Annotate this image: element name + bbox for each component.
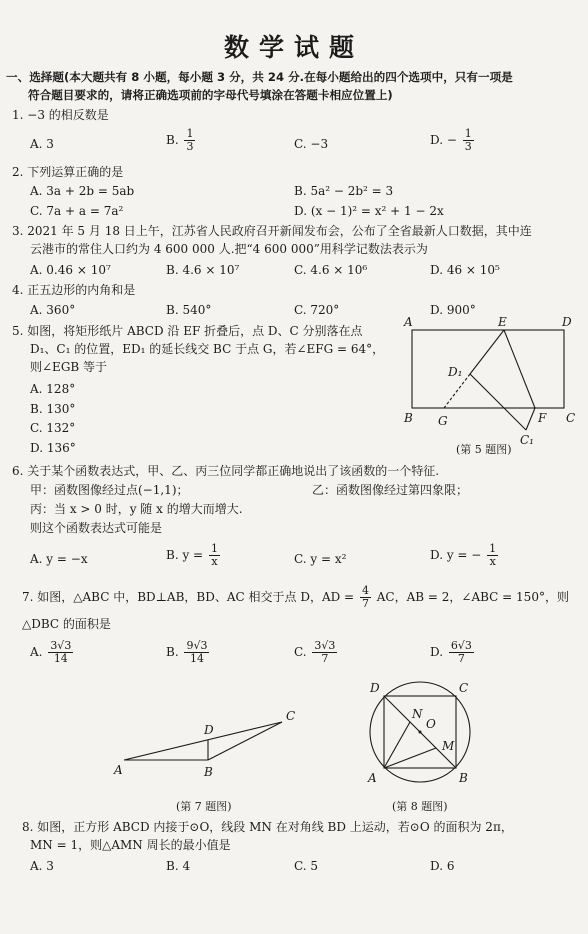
q5-option-c[interactable]: C. 132° bbox=[30, 421, 76, 435]
label-c: C bbox=[286, 709, 296, 723]
q7-stem-line1 bbox=[22, 585, 569, 610]
segment-c1f bbox=[526, 408, 535, 430]
q7-option-c[interactable] bbox=[294, 640, 339, 665]
q6-option-b[interactable] bbox=[166, 543, 222, 568]
segment-ed1 bbox=[470, 330, 504, 374]
segment-am bbox=[384, 748, 436, 768]
q7-stem-line2: △DBC 的面积是 bbox=[22, 617, 111, 631]
label-c: C bbox=[566, 411, 576, 425]
q7-option-a-label: A. bbox=[30, 645, 43, 659]
label-a: A bbox=[114, 763, 123, 777]
q7-option-b-label: B. bbox=[166, 645, 179, 659]
segment-an bbox=[384, 722, 410, 768]
numerator: 3√3 bbox=[50, 639, 72, 652]
q7-stem-part-b: AC，AB = 2，∠ABC = 150°，则 bbox=[376, 590, 569, 604]
q5-figure bbox=[400, 312, 586, 460]
q7-option-a-fraction bbox=[48, 640, 73, 665]
point-o bbox=[419, 731, 422, 734]
q5-option-a[interactable]: A. 128° bbox=[30, 382, 76, 396]
q7-option-b-fraction bbox=[184, 640, 209, 665]
q2-option-a[interactable]: A. 3a + 2b = 5ab bbox=[30, 184, 135, 198]
q7-option-d-fraction bbox=[449, 640, 474, 665]
denominator: 7 bbox=[361, 597, 369, 610]
numerator: 3√3 bbox=[314, 639, 336, 652]
q4-stem: 4. 正五边形的内角和是 bbox=[12, 283, 136, 297]
q8-stem-line1: 8. 如图，正方形 ABCD 内接于⊙O，线段 MN 在对角线 BD 上运动，若⊙O 的面积为 2π， bbox=[22, 820, 513, 834]
q1-option-b-label: B. bbox=[166, 133, 179, 147]
q6-stem-line1: 6. 关于某个函数表达式，甲、乙、丙三位同学都正确地说出了该函数的一个特征. bbox=[12, 464, 440, 478]
q4-option-a[interactable]: A. 360° bbox=[30, 303, 76, 317]
q8-option-a[interactable]: A. 3 bbox=[30, 859, 54, 873]
q4-option-b[interactable]: B. 540° bbox=[166, 303, 212, 317]
numerator: 4 bbox=[361, 584, 369, 597]
q1-option-d-fraction bbox=[463, 128, 474, 153]
q4-option-d[interactable]: D. 900° bbox=[430, 303, 476, 317]
section-header bbox=[6, 68, 580, 104]
q7-figure bbox=[110, 704, 310, 784]
q8-option-b[interactable]: B. 4 bbox=[166, 859, 191, 873]
q6-option-d-fraction bbox=[487, 543, 498, 568]
q3-stem-line2: 云港市的常住人口约为 4 600 000 人.把“4 600 000”用科学记数法表示为 bbox=[30, 242, 428, 256]
numerator: 1 bbox=[210, 542, 218, 555]
q7-stem-part-a: 7. 如图，△ABC 中，BD⊥AB，BD、AC 相交于点 D，AD = bbox=[22, 590, 355, 604]
q5-figure-caption: (第 5 题图) bbox=[456, 443, 512, 456]
q7-option-b[interactable] bbox=[166, 640, 211, 665]
label-a: A bbox=[368, 771, 377, 785]
label-b: B bbox=[204, 765, 213, 779]
label-d: D bbox=[204, 723, 214, 737]
q8-option-c[interactable]: C. 5 bbox=[294, 859, 319, 873]
q6-statement-yi: 乙：函数图像经过第四象限； bbox=[312, 483, 469, 497]
q1-stem: 1. −3 的相反数是 bbox=[12, 108, 109, 122]
q2-option-d[interactable]: D. (x − 1)² = x² + 1 − 2x bbox=[294, 204, 444, 218]
q7-option-a[interactable] bbox=[30, 640, 75, 665]
denominator: 14 bbox=[189, 652, 204, 665]
section-header-line1: 一、选择题(本大题共有 8 小题，每小题 3 分，共 24 分.在每小题给出的四个选项中，只有一项是 bbox=[6, 70, 513, 84]
segment-ac bbox=[124, 722, 282, 760]
label-n: N bbox=[412, 707, 423, 721]
section-header-line2: 符合题目要求的，请将正确选项前的字母代号填涂在答题卡相应位置上) bbox=[28, 88, 393, 102]
denominator: 3 bbox=[186, 140, 194, 153]
q7-option-c-fraction bbox=[312, 640, 337, 665]
q8-option-d[interactable]: D. 6 bbox=[430, 859, 455, 873]
q1-option-d-label: D. − bbox=[430, 133, 457, 147]
q6-option-d-label: D. y = − bbox=[430, 548, 482, 562]
label-g: G bbox=[438, 414, 448, 428]
q6-ask: 则这个函数表达式可能是 bbox=[30, 521, 163, 535]
numerator: 9√3 bbox=[186, 639, 208, 652]
q3-option-d[interactable]: D. 46 × 10⁵ bbox=[430, 263, 500, 277]
q6-option-a[interactable]: A. y = −x bbox=[30, 552, 88, 566]
label-m: M bbox=[442, 739, 455, 753]
q2-stem: 2. 下列运算正确的是 bbox=[12, 165, 124, 179]
q3-option-c[interactable]: C. 4.6 × 10⁶ bbox=[294, 263, 368, 277]
q5-option-d[interactable]: D. 136° bbox=[30, 441, 76, 455]
q8-figure bbox=[360, 676, 484, 792]
label-c1: C₁ bbox=[520, 433, 534, 447]
q6-statement-bing: 丙：当 x > 0 时，y 随 x 的增大而增大. bbox=[30, 502, 243, 516]
denominator: x bbox=[489, 555, 496, 568]
segment-d1c1 bbox=[470, 374, 526, 430]
q1-option-b[interactable] bbox=[166, 128, 197, 153]
q7-figure-caption: (第 7 题图) bbox=[176, 800, 232, 813]
q6-option-c[interactable]: C. y = x² bbox=[294, 552, 347, 566]
q6-option-b-label: B. y = bbox=[166, 548, 204, 562]
q5-stem-line1: 5. 如图，将矩形纸片 ABCD 沿 EF 折叠后，点 D、C 分别落在点 bbox=[12, 324, 363, 338]
q5-stem-line2: D₁、C₁ 的位置，ED₁ 的延长线交 BC 于点 G，若∠EFG = 64°， bbox=[30, 342, 385, 356]
label-b: B bbox=[459, 771, 468, 785]
q5-option-b[interactable]: B. 130° bbox=[30, 402, 76, 416]
q3-option-a[interactable]: A. 0.46 × 10⁷ bbox=[30, 263, 111, 277]
numerator: 6√3 bbox=[450, 639, 472, 652]
label-d: D bbox=[562, 315, 572, 329]
q1-option-c[interactable]: C. −3 bbox=[294, 137, 329, 151]
label-o: O bbox=[426, 717, 436, 731]
q7-option-d[interactable] bbox=[430, 640, 476, 665]
q3-option-b[interactable]: B. 4.6 × 10⁷ bbox=[166, 263, 240, 277]
denominator: x bbox=[211, 555, 218, 568]
q2-option-b[interactable]: B. 5a² − 2b² = 3 bbox=[294, 184, 394, 198]
q1-option-a[interactable]: A. 3 bbox=[30, 137, 54, 151]
numerator: 1 bbox=[186, 127, 194, 140]
extension-d1g bbox=[444, 374, 470, 408]
denominator: 14 bbox=[53, 652, 68, 665]
rectangle-abcd bbox=[412, 330, 564, 408]
q6-statement-jia: 甲：函数图像经过点(−1,1)； bbox=[30, 483, 189, 497]
numerator: 1 bbox=[464, 127, 472, 140]
label-c: C bbox=[459, 681, 469, 695]
q1-option-b-fraction bbox=[184, 128, 195, 153]
q7-stem-fraction bbox=[360, 585, 371, 610]
q2-option-c[interactable]: C. 7a + a = 7a² bbox=[30, 204, 124, 218]
q4-option-c[interactable]: C. 720° bbox=[294, 303, 340, 317]
numerator: 1 bbox=[489, 542, 497, 555]
label-d: D bbox=[370, 681, 380, 695]
q6-option-d[interactable] bbox=[430, 543, 500, 568]
q1-option-d[interactable] bbox=[430, 128, 476, 153]
fold-line-ef bbox=[504, 330, 535, 408]
q7-option-d-label: D. bbox=[430, 645, 444, 659]
q8-stem-line2: MN = 1，则△AMN 周长的最小值是 bbox=[30, 838, 231, 852]
denominator: 7 bbox=[457, 652, 465, 665]
label-e: E bbox=[498, 315, 507, 329]
label-b: B bbox=[404, 411, 413, 425]
q5-stem-line3: 则∠EGB 等于 bbox=[30, 360, 108, 374]
label-f: F bbox=[538, 411, 547, 425]
denominator: 3 bbox=[464, 140, 472, 153]
label-a: A bbox=[404, 315, 413, 329]
q6-option-b-fraction bbox=[209, 543, 220, 568]
segment-bc bbox=[208, 722, 282, 760]
label-d1: D₁ bbox=[448, 365, 463, 379]
page-title: 数学试题 bbox=[223, 33, 364, 62]
q7-option-c-label: C. bbox=[294, 645, 307, 659]
q8-figure-caption: (第 8 题图) bbox=[392, 800, 448, 813]
q3-stem-line1: 3. 2021 年 5 月 18 日上午，江苏省人民政府召开新闻发布会，公布了全省最新人口数据，其中连 bbox=[12, 224, 532, 238]
denominator: 7 bbox=[321, 652, 329, 665]
